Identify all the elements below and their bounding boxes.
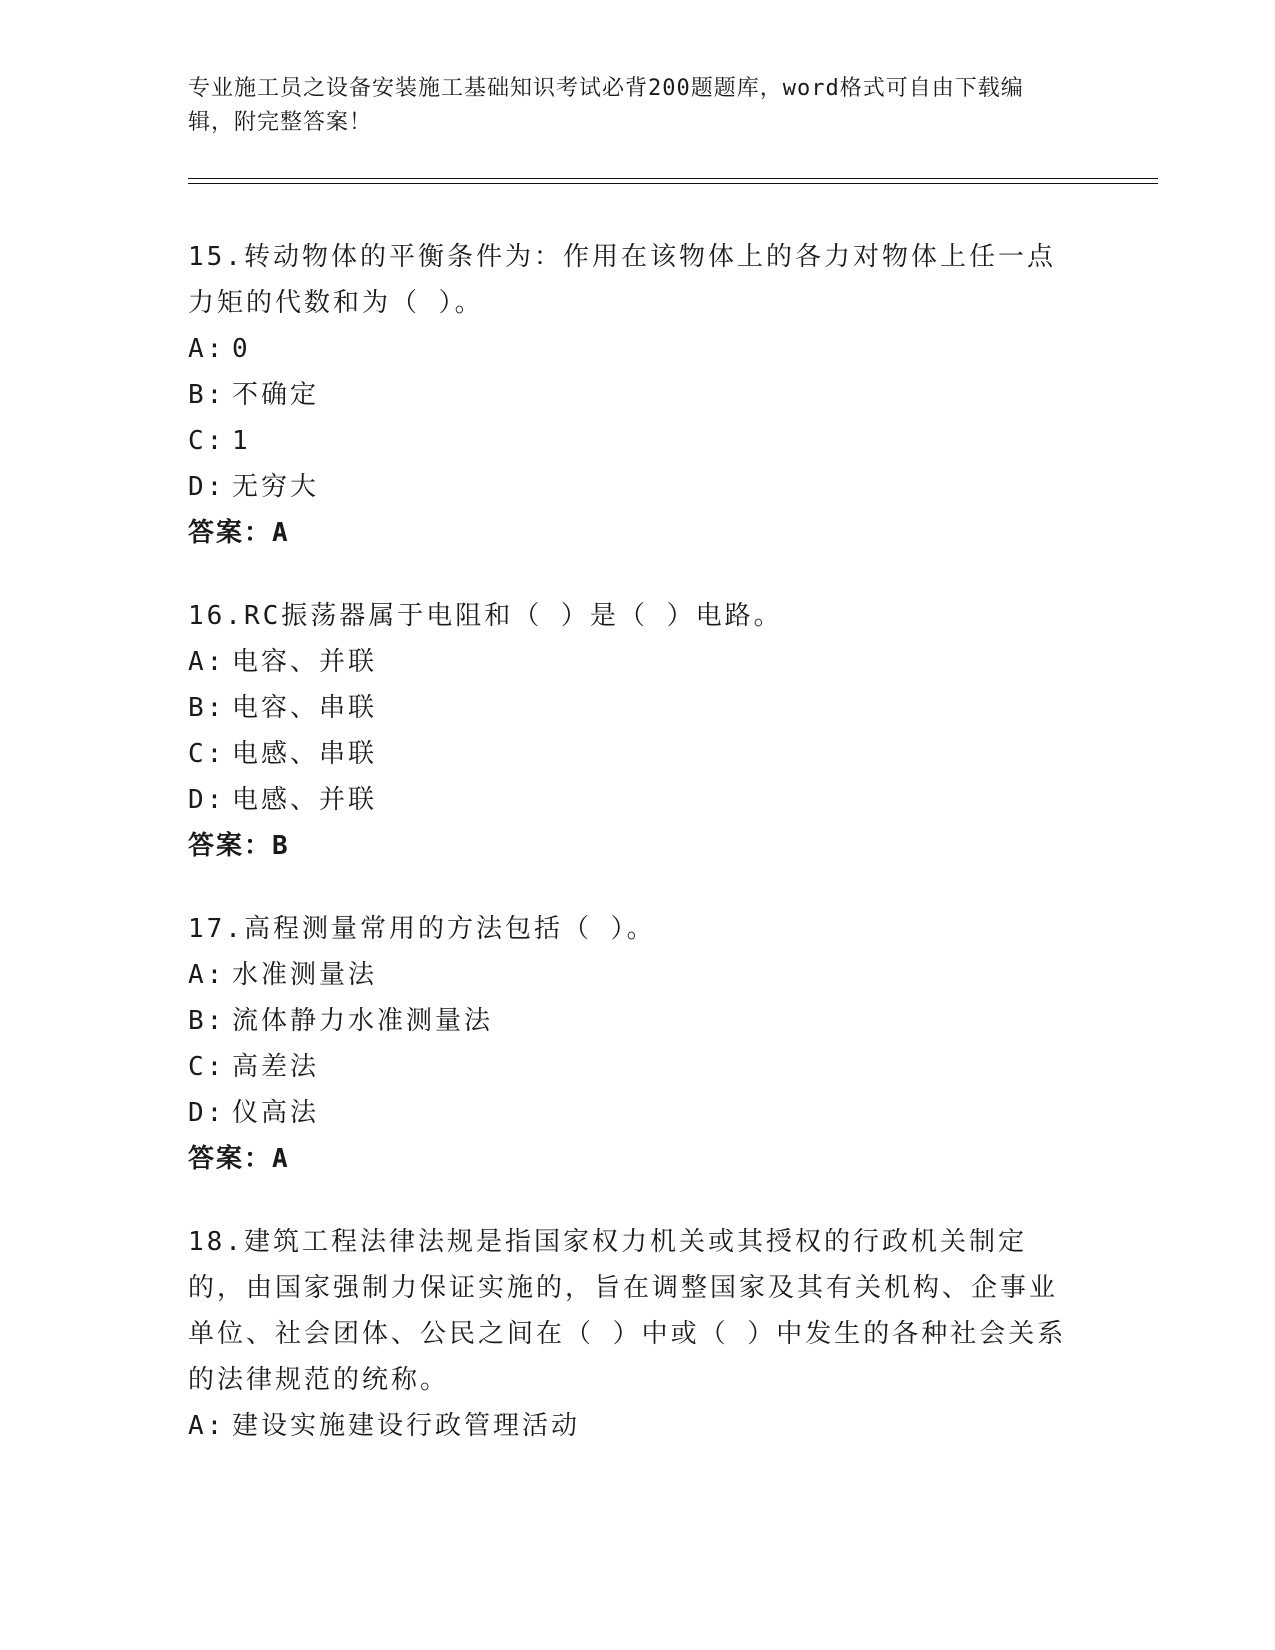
option-b xyxy=(188,372,1078,418)
question-list xyxy=(188,234,1078,1486)
option-key: B: xyxy=(188,693,226,723)
option-key: B: xyxy=(188,380,226,410)
option-key: D: xyxy=(188,1098,226,1128)
question-stem: 16.RC振荡器属于电阻和（ ）是（ ）电路。 xyxy=(188,601,783,631)
option-d xyxy=(188,464,1078,510)
option-key: A: xyxy=(188,960,226,990)
header-divider-bottom xyxy=(188,183,1158,184)
option-text: 电容、并联 xyxy=(232,647,378,677)
option-key: C: xyxy=(188,1052,226,1082)
question-stem: 17.高程测量常用的方法包括（ ）。 xyxy=(188,914,656,944)
question-stem: 18.建筑工程法律法规是指国家权力机关或其授权的行政机关制定的，由国家强制力保证实施的，旨在调整国家及其有关机构、企事业单位、社会团体、公民之间在（ ）中或（ ）中发生的各种社会关系的法律规范的统称。 xyxy=(188,1227,1067,1395)
option-text: 高差法 xyxy=(232,1052,320,1082)
header-divider-top xyxy=(188,178,1158,179)
option-key: C: xyxy=(188,426,226,456)
answer-line: 答案：A xyxy=(188,518,290,548)
option-a xyxy=(188,639,1078,685)
option-text: 仪高法 xyxy=(232,1098,320,1128)
option-a xyxy=(188,1403,1078,1449)
option-key: B: xyxy=(188,1006,226,1036)
option-text: 建设实施建设行政管理活动 xyxy=(232,1411,581,1441)
question-15 xyxy=(188,234,1078,556)
option-key: A: xyxy=(188,334,226,364)
option-text: 电感、并联 xyxy=(232,785,378,815)
question-17 xyxy=(188,906,1078,1182)
option-c xyxy=(188,1044,1078,1090)
option-key: A: xyxy=(188,1411,226,1441)
option-d xyxy=(188,1090,1078,1136)
answer-line: 答案：B xyxy=(188,831,290,861)
answer-line: 答案：A xyxy=(188,1144,290,1174)
option-key: D: xyxy=(188,472,226,502)
option-text: 不确定 xyxy=(232,380,320,410)
option-a xyxy=(188,952,1078,998)
option-text: 电容、串联 xyxy=(232,693,378,723)
option-text: 电感、串联 xyxy=(232,739,378,769)
question-18 xyxy=(188,1219,1078,1449)
option-text: 0 xyxy=(232,334,251,364)
document-title: 专业施工员之设备安装施工基础知识考试必背200题题库，word格式可自由下载编辑，附完整答案！ xyxy=(188,76,1024,135)
option-key: D: xyxy=(188,785,226,815)
option-text: 1 xyxy=(232,426,251,456)
option-c xyxy=(188,418,1078,464)
option-c xyxy=(188,731,1078,777)
option-key: A: xyxy=(188,647,226,677)
option-b xyxy=(188,685,1078,731)
option-key: C: xyxy=(188,739,226,769)
question-16 xyxy=(188,593,1078,869)
option-text: 水准测量法 xyxy=(232,960,378,990)
option-d xyxy=(188,777,1078,823)
option-a xyxy=(188,326,1078,372)
option-text: 流体静力水准测量法 xyxy=(232,1006,494,1036)
question-stem: 15.转动物体的平衡条件为：作用在该物体上的各力对物体上任一点力矩的代数和为（ ）。 xyxy=(188,242,1056,318)
option-text: 无穷大 xyxy=(232,472,320,502)
option-b xyxy=(188,998,1078,1044)
